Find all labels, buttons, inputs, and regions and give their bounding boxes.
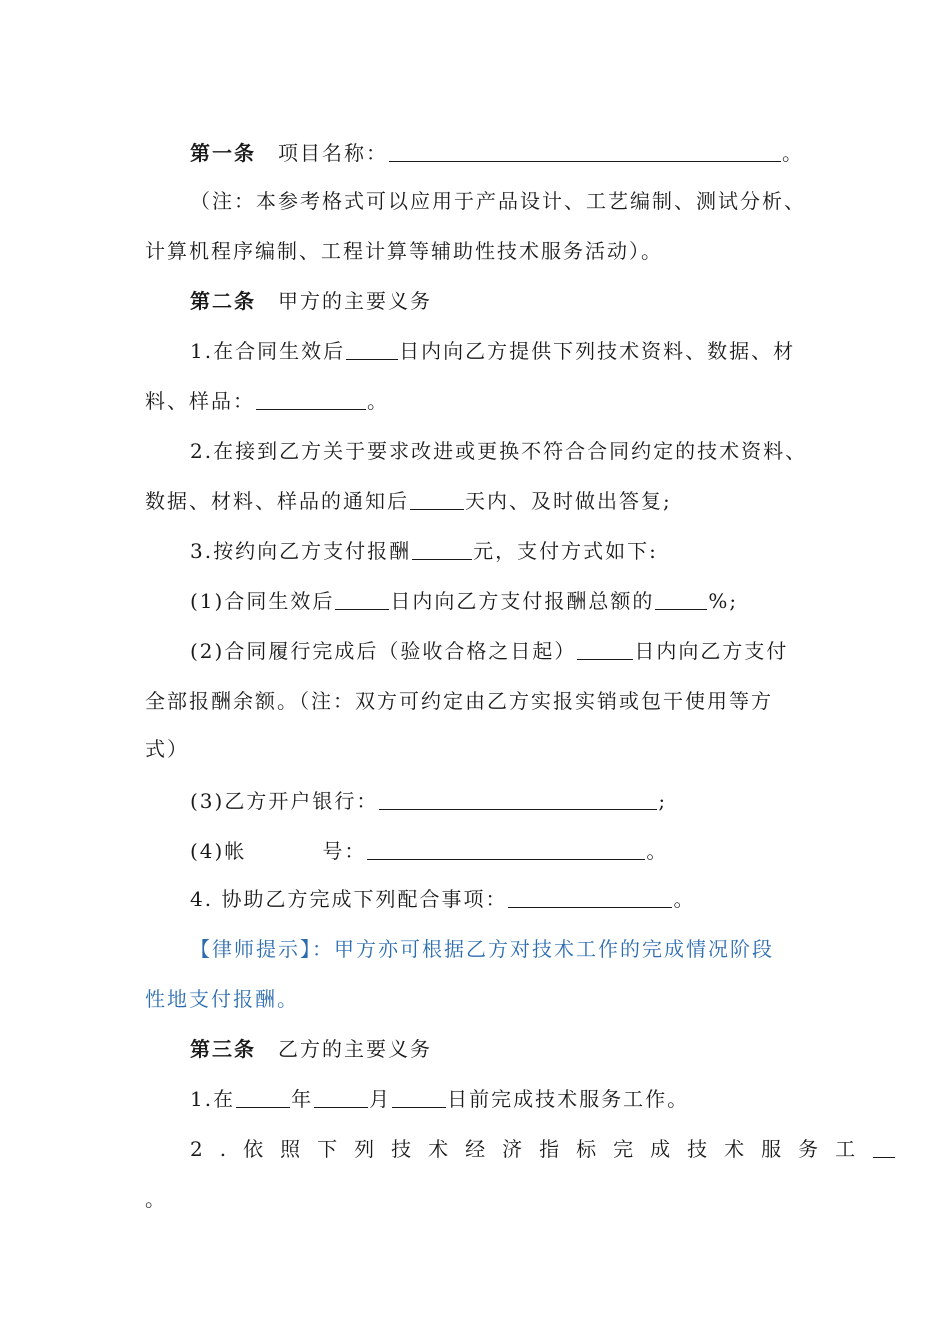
note-line <box>0 236 950 266</box>
clause-line <box>0 536 950 566</box>
article3-title-line <box>0 1034 950 1064</box>
item-label: 项目名称： <box>278 141 388 165</box>
punctuation: 。 <box>367 389 389 413</box>
article-heading: 第一条 <box>190 141 256 165</box>
punctuation: 。 <box>673 887 696 911</box>
clause-text: 全部报酬余额。（注：双方可约定由乙方实报实销或包干使用等方 <box>145 689 773 713</box>
article1-line <box>0 138 950 168</box>
clause-line <box>0 836 950 866</box>
days-blank[interactable] <box>577 637 633 660</box>
days-blank[interactable] <box>410 487 464 510</box>
clause-text: (2)合同履行完成后（验收合格之日起） <box>190 639 577 663</box>
clause-line <box>0 1184 950 1214</box>
clause-line <box>0 1084 950 1114</box>
days-blank[interactable] <box>346 337 398 360</box>
indicators-blank[interactable] <box>873 1135 895 1158</box>
lawyer-tip-line <box>0 984 950 1014</box>
clause-text: 料、样品： <box>145 389 255 413</box>
clause-text: 日内向乙方提供下列技术资料、数据、材 <box>399 339 796 363</box>
project-name-blank[interactable] <box>389 139 781 162</box>
note-text: 计算机程序编制、工程计算等辅助性技术服务活动）。 <box>145 239 663 263</box>
clause-text: 日前完成技术服务工作。 <box>447 1087 690 1111</box>
clause-text: 天内、及时做出答复; <box>465 489 672 513</box>
clause-text: 1.在合同生效后 <box>190 339 346 363</box>
clause-text: 1.在 <box>190 1087 236 1111</box>
clause-line <box>0 1134 950 1164</box>
clause-line <box>0 486 950 516</box>
article-title: 甲方的主要义务 <box>278 289 432 313</box>
percent-blank[interactable] <box>655 587 707 610</box>
clause-line <box>0 336 950 366</box>
clause-text: 3.按约向乙方支付报酬 <box>190 539 412 563</box>
clause-text: (3)乙方开户银行： <box>190 789 379 813</box>
lawyer-tip-line <box>0 934 950 964</box>
clause-text: 日内向乙方支付 <box>634 639 789 663</box>
clause-line <box>0 436 950 466</box>
clause-line <box>0 386 950 416</box>
clause-line <box>0 636 950 666</box>
clause-text: 日内向乙方支付报酬总额的 <box>390 589 655 613</box>
clause-text: (1)合同生效后 <box>190 589 335 613</box>
clause-text: 号： <box>322 839 367 863</box>
clause-line <box>0 734 950 764</box>
clause-text: 元，支付方式如下: <box>473 539 658 563</box>
clause-text: 年 <box>291 1087 314 1111</box>
article-heading: 第三条 <box>190 1037 256 1061</box>
clause-text: 2.依照下列技术经济指标完成技术服务工 <box>190 1137 873 1161</box>
article-title: 乙方的主要义务 <box>278 1037 432 1061</box>
matters-blank[interactable] <box>508 885 672 908</box>
lawyer-tip-text: 性地支付报酬。 <box>145 987 299 1011</box>
punctuation: ; <box>658 789 668 813</box>
clause-text: 式） <box>145 737 189 761</box>
punctuation: 。 <box>646 839 669 863</box>
lawyer-tip-text: 【律师提示】：甲方亦可根据乙方对技术工作的完成情况阶段 <box>190 937 774 961</box>
note-text: （注：本参考格式可以应用于产品设计、工艺编制、测试分析、 <box>190 189 806 213</box>
clause-text: 月 <box>369 1087 392 1111</box>
clause-text: 数据、材料、样品的通知后 <box>145 489 409 513</box>
punctuation: 。 <box>145 1187 167 1211</box>
amount-blank[interactable] <box>412 537 472 560</box>
account-blank[interactable] <box>367 837 645 860</box>
note-line <box>0 186 950 216</box>
punctuation: 。 <box>782 141 804 165</box>
clause-text: (4)帐 <box>190 839 247 863</box>
clause-line <box>0 786 950 816</box>
year-blank[interactable] <box>236 1085 290 1108</box>
month-blank[interactable] <box>314 1085 368 1108</box>
clause-text: 2.在接到乙方关于要求改进或更换不符合合同约定的技术资料、 <box>190 439 808 463</box>
article2-title-line <box>0 286 950 316</box>
day-blank[interactable] <box>392 1085 446 1108</box>
clause-line <box>0 586 950 616</box>
bank-blank[interactable] <box>379 787 657 810</box>
clause-line <box>0 884 950 914</box>
clause-text: %; <box>708 589 739 613</box>
materials-blank[interactable] <box>256 387 366 410</box>
days-blank[interactable] <box>335 587 389 610</box>
clause-line <box>0 686 950 716</box>
clause-text: 4. 协助乙方完成下列配合事项： <box>190 887 508 911</box>
article-heading: 第二条 <box>190 289 256 313</box>
